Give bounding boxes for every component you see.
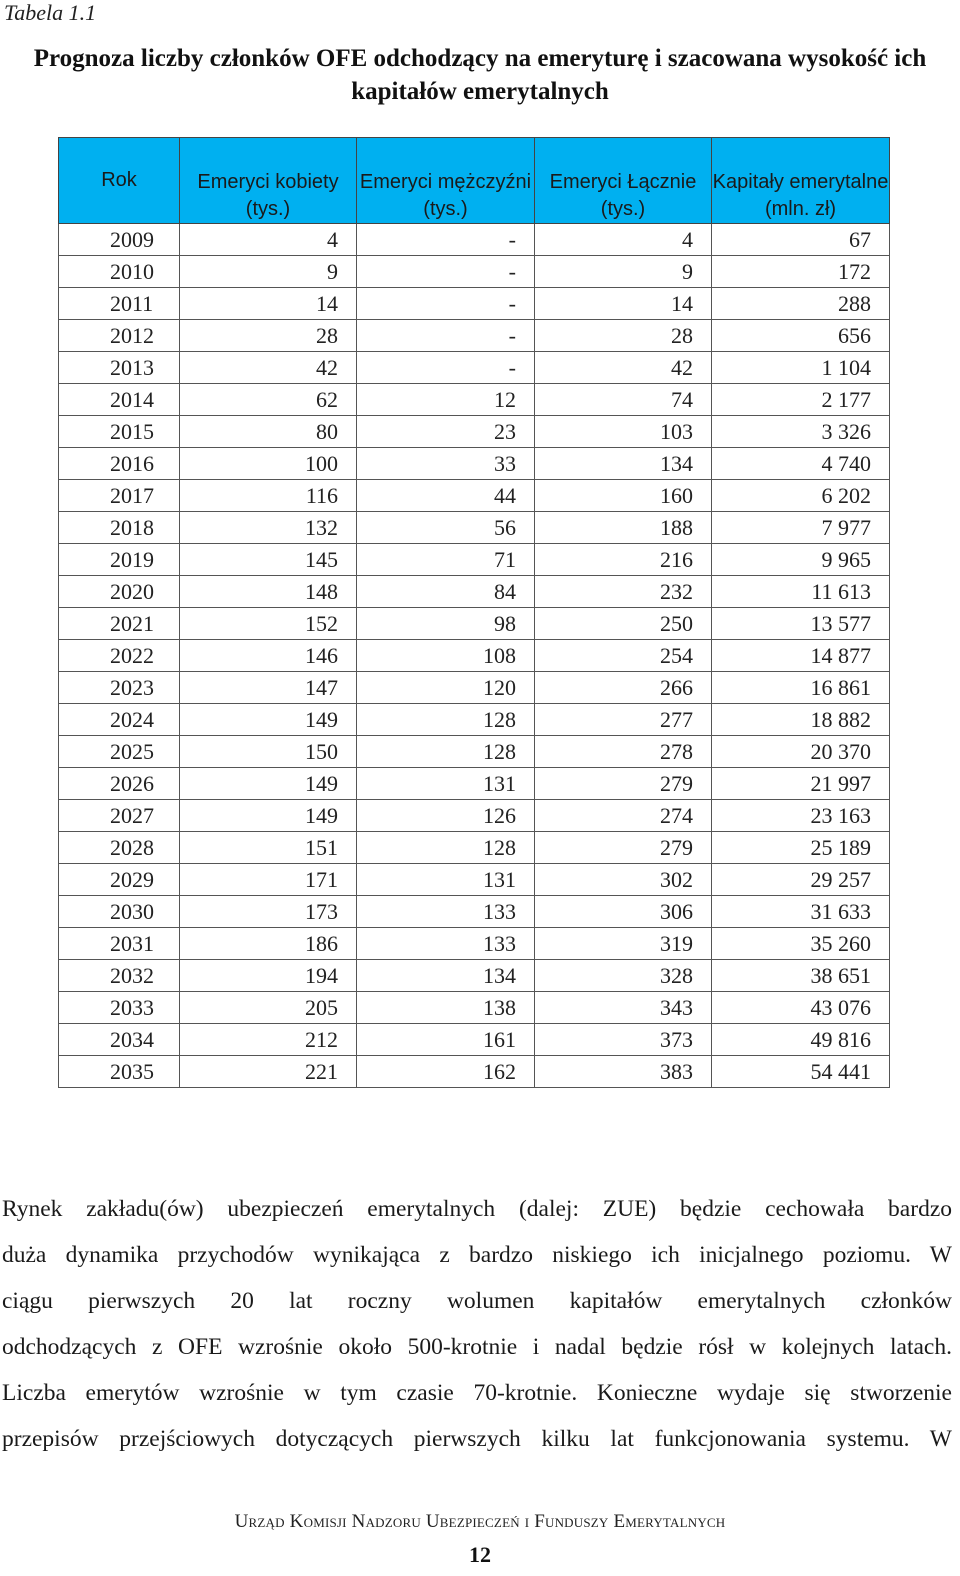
value-cell: 254 [535, 640, 712, 672]
value-cell: 373 [535, 1024, 712, 1056]
year-cell: 2022 [59, 640, 180, 672]
pension-forecast-table [58, 137, 890, 1088]
table-row [59, 256, 890, 288]
value-cell: 49 816 [712, 1024, 890, 1056]
table-row [59, 352, 890, 384]
year-cell: 2018 [59, 512, 180, 544]
value-cell: 2 177 [712, 384, 890, 416]
value-cell: 1 104 [712, 352, 890, 384]
value-cell: 145 [180, 544, 357, 576]
value-cell: - [357, 320, 535, 352]
table-row [59, 544, 890, 576]
value-cell: 14 877 [712, 640, 890, 672]
table-header-row [59, 138, 890, 224]
value-cell: 277 [535, 704, 712, 736]
value-cell: 319 [535, 928, 712, 960]
paragraph-line: Liczba emerytów wzrośnie w tym czasie 70-krotnie. Konieczne wydaje się stworzenie [2, 1380, 952, 1406]
year-cell: 2010 [59, 256, 180, 288]
value-cell: 28 [535, 320, 712, 352]
value-cell: 171 [180, 864, 357, 896]
year-cell: 2030 [59, 896, 180, 928]
table-row [59, 960, 890, 992]
header-label: Emeryci mężczyźni (tys.) [359, 171, 532, 220]
value-cell: 16 861 [712, 672, 890, 704]
header-emeryci-lacznie [535, 138, 712, 224]
value-cell: 25 189 [712, 832, 890, 864]
year-cell: 2017 [59, 480, 180, 512]
page-number: 12 [469, 1542, 491, 1567]
value-cell: 278 [535, 736, 712, 768]
value-cell: 162 [357, 1056, 535, 1088]
table-row [59, 288, 890, 320]
table-caption: Tabela 1.1 [4, 0, 97, 25]
value-cell: 103 [535, 416, 712, 448]
value-cell: 288 [712, 288, 890, 320]
year-cell: 2013 [59, 352, 180, 384]
body-paragraph [2, 1186, 952, 1462]
value-cell: 21 997 [712, 768, 890, 800]
year-cell: 2032 [59, 960, 180, 992]
value-cell: 132 [180, 512, 357, 544]
table-row [59, 704, 890, 736]
value-cell: 28 [180, 320, 357, 352]
value-cell: 302 [535, 864, 712, 896]
value-cell: 149 [180, 800, 357, 832]
value-cell: 67 [712, 224, 890, 256]
table-row [59, 864, 890, 896]
value-cell: 160 [535, 480, 712, 512]
header-label: Kapitały emerytalne (mln. zł) [712, 171, 889, 220]
value-cell: 42 [535, 352, 712, 384]
value-cell: 9 [535, 256, 712, 288]
value-cell: 133 [357, 896, 535, 928]
year-cell: 2012 [59, 320, 180, 352]
value-cell: 343 [535, 992, 712, 1024]
value-cell: 150 [180, 736, 357, 768]
year-cell: 2034 [59, 1024, 180, 1056]
value-cell: 12 [357, 384, 535, 416]
value-cell: 279 [535, 768, 712, 800]
value-cell: 29 257 [712, 864, 890, 896]
header-rok: Rok [59, 138, 180, 224]
value-cell: 18 882 [712, 704, 890, 736]
value-cell: 7 977 [712, 512, 890, 544]
table-row [59, 768, 890, 800]
year-cell: 2024 [59, 704, 180, 736]
value-cell: 134 [535, 448, 712, 480]
value-cell: 149 [180, 768, 357, 800]
value-cell: 216 [535, 544, 712, 576]
value-cell: 128 [357, 832, 535, 864]
value-cell: 43 076 [712, 992, 890, 1024]
header-emeryci-mezczyzni [357, 138, 535, 224]
value-cell: 20 370 [712, 736, 890, 768]
value-cell: 212 [180, 1024, 357, 1056]
value-cell: 266 [535, 672, 712, 704]
year-cell: 2016 [59, 448, 180, 480]
paragraph-line: przepisów przejściowych dotyczących pierwszych kilku lat funkcjonowania systemu. W [2, 1426, 952, 1452]
table-row [59, 608, 890, 640]
value-cell: 6 202 [712, 480, 890, 512]
value-cell: 128 [357, 704, 535, 736]
table-row [59, 512, 890, 544]
value-cell: 100 [180, 448, 357, 480]
header-emeryci-kobiety [180, 138, 357, 224]
header-label: Emeryci kobiety (tys.) [197, 171, 339, 220]
value-cell: 108 [357, 640, 535, 672]
value-cell: 128 [357, 736, 535, 768]
table-row [59, 672, 890, 704]
value-cell: 133 [357, 928, 535, 960]
year-cell: 2026 [59, 768, 180, 800]
year-cell: 2023 [59, 672, 180, 704]
value-cell: 186 [180, 928, 357, 960]
value-cell: 13 577 [712, 608, 890, 640]
year-cell: 2035 [59, 1056, 180, 1088]
table-row [59, 1056, 890, 1088]
value-cell: 250 [535, 608, 712, 640]
value-cell: 126 [357, 800, 535, 832]
table-row [59, 416, 890, 448]
year-cell: 2028 [59, 832, 180, 864]
value-cell: 14 [535, 288, 712, 320]
value-cell: 147 [180, 672, 357, 704]
table-row [59, 224, 890, 256]
value-cell: 4 [535, 224, 712, 256]
table-body [59, 224, 890, 1088]
table-row [59, 928, 890, 960]
paragraph-line: odchodzących z OFE wzrośnie około 500-krotnie i nadal będzie rósł w kolejnych latach. [2, 1334, 952, 1360]
year-cell: 2031 [59, 928, 180, 960]
value-cell: 54 441 [712, 1056, 890, 1088]
value-cell: 279 [535, 832, 712, 864]
table-row [59, 896, 890, 928]
value-cell: 9 [180, 256, 357, 288]
value-cell: 188 [535, 512, 712, 544]
year-cell: 2019 [59, 544, 180, 576]
paragraph-line: duża dynamika przychodów wynikająca z bardzo niskiego ich inicjalnego poziomu. W [2, 1242, 952, 1268]
table-row [59, 800, 890, 832]
value-cell: 35 260 [712, 928, 890, 960]
table-row [59, 320, 890, 352]
value-cell: 33 [357, 448, 535, 480]
value-cell: 306 [535, 896, 712, 928]
year-cell: 2015 [59, 416, 180, 448]
year-cell: 2033 [59, 992, 180, 1024]
year-cell: 2025 [59, 736, 180, 768]
value-cell: 3 326 [712, 416, 890, 448]
value-cell: - [357, 288, 535, 320]
table-row [59, 992, 890, 1024]
year-cell: 2021 [59, 608, 180, 640]
value-cell: 161 [357, 1024, 535, 1056]
table-row [59, 384, 890, 416]
value-cell: 14 [180, 288, 357, 320]
value-cell: 9 965 [712, 544, 890, 576]
value-cell: 84 [357, 576, 535, 608]
value-cell: 194 [180, 960, 357, 992]
value-cell: 56 [357, 512, 535, 544]
value-cell: 80 [180, 416, 357, 448]
value-cell: 23 163 [712, 800, 890, 832]
value-cell: 152 [180, 608, 357, 640]
value-cell: 131 [357, 768, 535, 800]
year-cell: 2029 [59, 864, 180, 896]
value-cell: 172 [712, 256, 890, 288]
page-footer: Urząd Komisji Nadzoru Ubezpieczeń i Funduszy Emerytalnych [234, 1511, 726, 1532]
value-cell: 31 633 [712, 896, 890, 928]
value-cell: - [357, 256, 535, 288]
value-cell: 62 [180, 384, 357, 416]
paragraph-line: Rynek zakładu(ów) ubezpieczeń emerytalnych (dalej: ZUE) będzie cechowała bardzo [2, 1196, 952, 1222]
year-cell: 2011 [59, 288, 180, 320]
value-cell: 131 [357, 864, 535, 896]
table-row [59, 640, 890, 672]
table-row [59, 448, 890, 480]
value-cell: 23 [357, 416, 535, 448]
value-cell: 274 [535, 800, 712, 832]
value-cell: 138 [357, 992, 535, 1024]
year-cell: 2014 [59, 384, 180, 416]
value-cell: 148 [180, 576, 357, 608]
value-cell: 4 740 [712, 448, 890, 480]
header-kapitaly-emerytalne [712, 138, 890, 224]
value-cell: 149 [180, 704, 357, 736]
value-cell: - [357, 224, 535, 256]
year-cell: 2020 [59, 576, 180, 608]
value-cell: 173 [180, 896, 357, 928]
value-cell: 134 [357, 960, 535, 992]
table-row [59, 1024, 890, 1056]
value-cell: 656 [712, 320, 890, 352]
value-cell: 116 [180, 480, 357, 512]
paragraph-line: ciągu pierwszych 20 lat roczny wolumen kapitałów emerytalnych członków [2, 1288, 952, 1314]
value-cell: 120 [357, 672, 535, 704]
table-row [59, 832, 890, 864]
value-cell: 44 [357, 480, 535, 512]
value-cell: 221 [180, 1056, 357, 1088]
value-cell: 4 [180, 224, 357, 256]
value-cell: 98 [357, 608, 535, 640]
value-cell: 383 [535, 1056, 712, 1088]
value-cell: 205 [180, 992, 357, 1024]
table-row [59, 480, 890, 512]
value-cell: 71 [357, 544, 535, 576]
table-row [59, 576, 890, 608]
value-cell: 146 [180, 640, 357, 672]
value-cell: 74 [535, 384, 712, 416]
table-row [59, 736, 890, 768]
value-cell: - [357, 352, 535, 384]
value-cell: 42 [180, 352, 357, 384]
table-title: Prognoza liczby członków OFE odchodzący na emeryturę i szacowana wysokość ich kapitałów emerytalnych [33, 45, 927, 105]
value-cell: 38 651 [712, 960, 890, 992]
header-label: Emeryci Łącznie (tys.) [549, 171, 697, 220]
value-cell: 11 613 [712, 576, 890, 608]
year-cell: 2027 [59, 800, 180, 832]
value-cell: 232 [535, 576, 712, 608]
value-cell: 328 [535, 960, 712, 992]
year-cell: 2009 [59, 224, 180, 256]
value-cell: 151 [180, 832, 357, 864]
